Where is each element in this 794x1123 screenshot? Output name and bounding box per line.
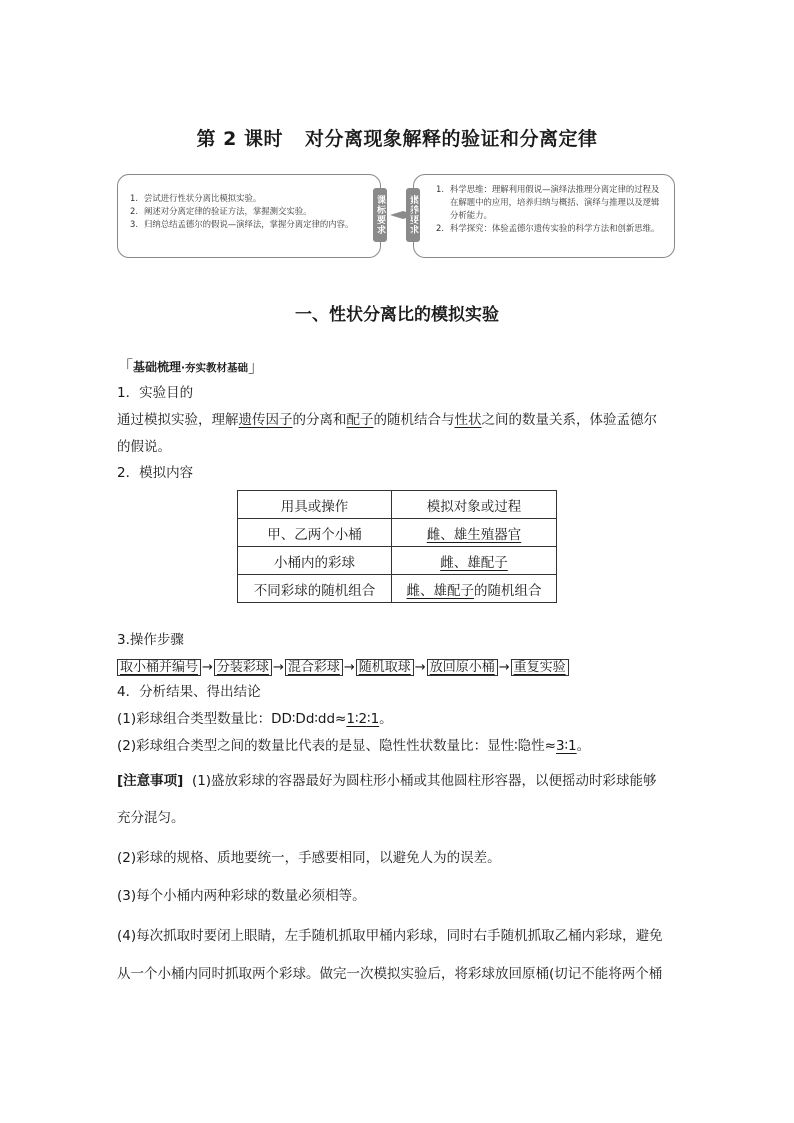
competency-tag: 素养要求 [406,188,420,242]
table-row [238,575,557,603]
column-header: 用具或操作 [238,491,392,519]
purpose-text-line1: 通过模拟实验，理解遗传因子的分离和配子的随机结合与性状之间的数量关系，体验孟德尔 [117,412,657,428]
note-line: 充分混匀。 [117,810,185,826]
step-box: 重复实验 [511,659,569,676]
answer-blank: 遗传因子 [238,412,293,428]
arrow-right-icon: → [202,660,213,675]
note-line: (3)每个小桶内两种彩球的数量必须相等。 [117,888,366,904]
table-cell: 甲、乙两个小桶 [238,519,392,547]
curriculum-tag: 课标要求 [373,188,387,242]
step-box: 分装彩球 [214,659,272,676]
analysis-line2: (2)彩球组合类型之间的数量比代表的是显、隐性性状数量比：显性∶隐性≈3∶1。 [117,738,591,754]
answer-blank: 配子 [346,412,374,428]
purpose-heading: 1．实验目的 [117,385,194,401]
table-row [238,547,557,575]
competency-requirements-box [413,174,675,258]
arrow-right-icon: → [498,660,510,675]
answer-blank: 雌、雄生殖器官 [426,526,522,543]
table-cell [392,519,557,547]
curriculum-requirements-box [117,174,381,258]
answer-blank: 雌、雄配子 [406,582,474,599]
lesson-title: 对分离现象解释的验证和分离定律 [304,128,598,150]
note-line: (2)彩球的规格、质地要统一，手感要相同，以避免人为的误差。 [117,850,501,866]
arrow-right-icon: → [414,660,426,675]
competency-requirements-list [436,183,664,235]
basics-label: 基础梳理 [133,360,182,374]
answer-blank: 1∶2∶1 [346,711,380,727]
table-row [238,519,557,547]
basics-heading: 「基础梳理·夯实教材基础」 [117,357,265,376]
simulation-heading: 2．模拟内容 [117,465,194,481]
notes-label: [注意事项] [117,773,184,789]
list-item: 3. 归纳总结孟德尔的假说—演绎法，掌握分离定律的内容。 [130,219,354,229]
list-item: 1. 科学思维：理解利用假说—演绎法推理分离定律的过程及在解题中的应用，培养归纳与概括、演绎与推理以及逻辑分析能力。 [436,184,660,220]
simulation-table [237,490,557,603]
lesson-number: 第 2 课时 [196,128,283,150]
analysis-heading: 4．分析结果、得出结论 [117,684,261,700]
step-box: 取小桶并编号 [117,659,201,676]
arrow-right-icon: → [272,660,284,675]
table-cell: 不同彩球的随机组合 [238,575,392,603]
answer-blank: 性状 [454,412,482,428]
step-box: 随机取球 [356,659,414,676]
answer-blank: 3∶1 [555,738,577,754]
purpose-text-line2: 的假说。 [117,439,171,455]
column-header: 模拟对象或过程 [392,491,557,519]
note-line: 从一个小桶内同时抓取两个彩球。做完一次模拟实验后，将彩球放回原桶(切记不能将两个桶 [117,966,663,982]
list-item: 2. 阐述对分离定律的验证方法，掌握测交实验。 [130,206,312,216]
table-cell: 雌、雄配子的随机组合 [392,575,557,603]
page-title [0,124,794,151]
analysis-line1: (1)彩球组合类型数量比：DD∶Dd∶dd≈1∶2∶1。 [117,711,393,727]
curriculum-requirements-list [130,192,366,231]
list-item: 1. 尝试进行性状分离比模拟实验。 [130,193,262,203]
table-header-row [238,491,557,519]
basics-sub: ·夯实教材基础 [181,362,249,374]
step-box: 放回原小桶 [427,659,498,676]
steps-heading: 3.操作步骤 [117,632,184,648]
answer-blank: 雌、雄配子 [440,554,508,571]
section-title: 一、性状分离比的模拟实验 [295,305,499,325]
table-cell [392,547,557,575]
table-cell: 小桶内的彩球 [238,547,392,575]
note-line: [注意事项] (1)盛放彩球的容器最好为圆柱形小桶或其他圆柱形容器，以便摇动时彩球能够 [117,773,657,789]
list-item: 2. 科学探究：体验孟德尔遗传实验的科学方法和创新思维。 [436,223,660,233]
steps-flow [117,656,569,675]
arrow-right-icon: → [343,660,355,675]
step-box: 混合彩球 [285,659,343,676]
note-line: (4)每次抓取时要闭上眼睛，左手随机抓取甲桶内彩球，同时右手随机抓取乙桶内彩球，避免 [117,928,663,944]
